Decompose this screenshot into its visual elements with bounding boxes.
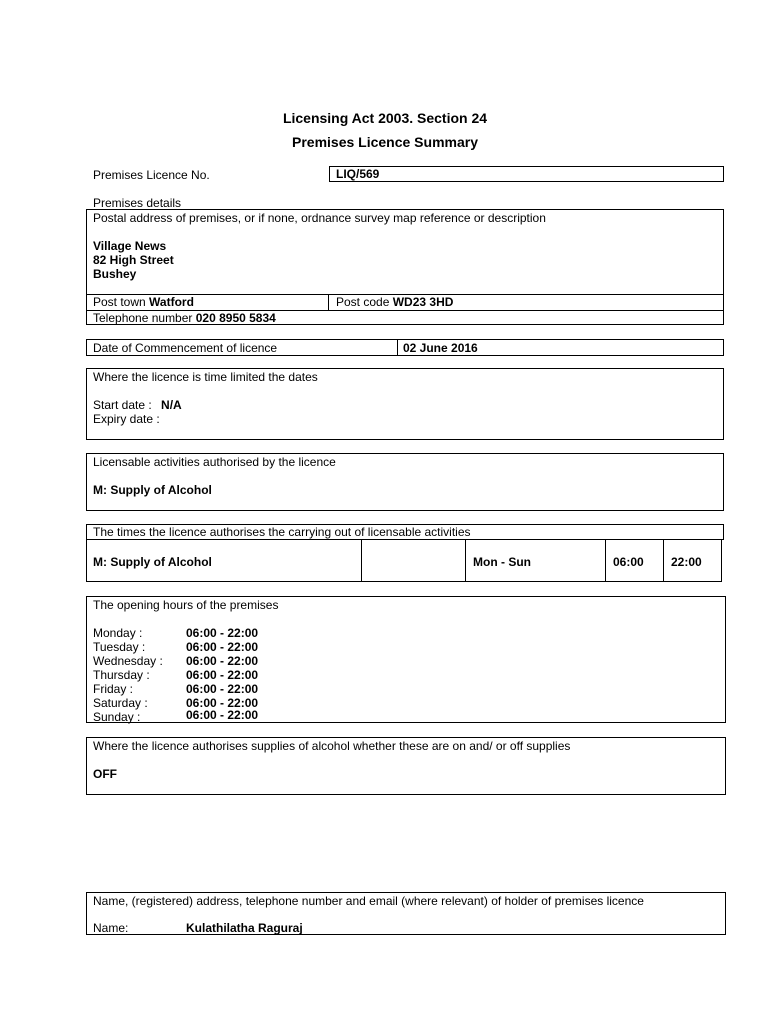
telephone-label: Telephone number <box>93 311 193 325</box>
activities-value: M: Supply of Alcohol <box>93 483 212 497</box>
divider <box>361 540 362 581</box>
divider <box>605 540 606 581</box>
document-subtitle: Premises Licence Summary <box>292 134 478 150</box>
licence-no-value: LIQ/569 <box>336 167 380 181</box>
opening-hours-value: 06:00 - 22:00 <box>186 682 259 696</box>
holder-label: Name, (registered) address, telephone number and email (where relevant) of holder of premises licence <box>93 894 644 908</box>
commencement-box <box>86 339 724 356</box>
supplies-box <box>86 737 726 795</box>
divider <box>663 540 664 581</box>
opening-day: Saturday : <box>93 696 148 710</box>
opening-hours-value: 06:00 - 22:00 <box>186 708 259 722</box>
time-limited-label: Where the licence is time limited the dates <box>93 370 318 384</box>
times-row <box>86 539 722 582</box>
times-header-box <box>86 524 724 540</box>
start-date-value: N/A <box>161 398 182 412</box>
opening-hours-box <box>86 596 726 723</box>
supplies-label: Where the licence authorises supplies of alcohol whether these are on and/ or off supplies <box>93 739 571 753</box>
opening-day: Tuesday : <box>93 640 146 654</box>
holder-name: Kulathilatha Raguraj <box>186 921 303 935</box>
commencement-label: Date of Commencement of licence <box>93 341 278 355</box>
times-end: 22:00 <box>671 555 702 569</box>
supplies-value: OFF <box>93 767 117 781</box>
divider <box>465 540 466 581</box>
expiry-date-label: Expiry date : <box>93 412 160 426</box>
holder-name-label: Name: <box>93 921 129 935</box>
post-town-value: Watford <box>149 295 194 309</box>
post-code-label: Post code <box>336 295 390 309</box>
divider <box>328 294 329 310</box>
opening-hours-value: 06:00 - 22:00 <box>186 696 259 710</box>
opening-day: Sunday : <box>93 710 141 724</box>
commencement-date: 02 June 2016 <box>403 341 478 355</box>
opening-day: Thursday : <box>93 668 150 682</box>
licence-no-label: Premises Licence No. <box>93 168 210 182</box>
opening-hours-value: 06:00 - 22:00 <box>186 668 259 682</box>
address-line: 82 High Street <box>93 253 174 267</box>
holder-box <box>86 892 726 935</box>
telephone <box>93 311 276 325</box>
times-label: The times the licence authorises the carrying out of licensable activities <box>93 525 471 539</box>
opening-hours-value: 06:00 - 22:00 <box>186 626 259 640</box>
times-start: 06:00 <box>613 555 644 569</box>
opening-hours-value: 06:00 - 22:00 <box>186 654 259 668</box>
opening-day: Wednesday : <box>93 654 163 668</box>
telephone-value: 020 8950 5834 <box>195 311 276 325</box>
post-code-value: WD23 3HD <box>392 295 454 309</box>
post-town <box>93 295 194 309</box>
times-activity: M: Supply of Alcohol <box>93 555 212 569</box>
document-title: Licensing Act 2003. Section 24 <box>282 110 488 126</box>
time-limited-box <box>86 368 724 440</box>
address-line: Village News <box>93 239 167 253</box>
premises-details-box <box>86 209 724 325</box>
activities-box <box>86 453 724 511</box>
post-code <box>336 295 453 309</box>
start-date-label: Start date : <box>93 398 152 412</box>
times-days: Mon - Sun <box>473 555 531 569</box>
opening-day: Monday : <box>93 626 143 640</box>
premises-section-label: Premises details <box>93 196 182 210</box>
divider <box>397 340 398 355</box>
opening-hours-value: 06:00 - 22:00 <box>186 640 259 654</box>
activities-label: Licensable activities authorised by the licence <box>93 455 336 469</box>
start-date <box>93 398 182 412</box>
post-town-label: Post town <box>93 295 146 309</box>
address-label: Postal address of premises, or if none, ordnance survey map reference or description <box>93 211 546 225</box>
opening-day: Friday : <box>93 682 134 696</box>
opening-hours-label: The opening hours of the premises <box>93 598 279 612</box>
licence-no-box <box>329 166 724 182</box>
address-line: Bushey <box>93 267 137 281</box>
